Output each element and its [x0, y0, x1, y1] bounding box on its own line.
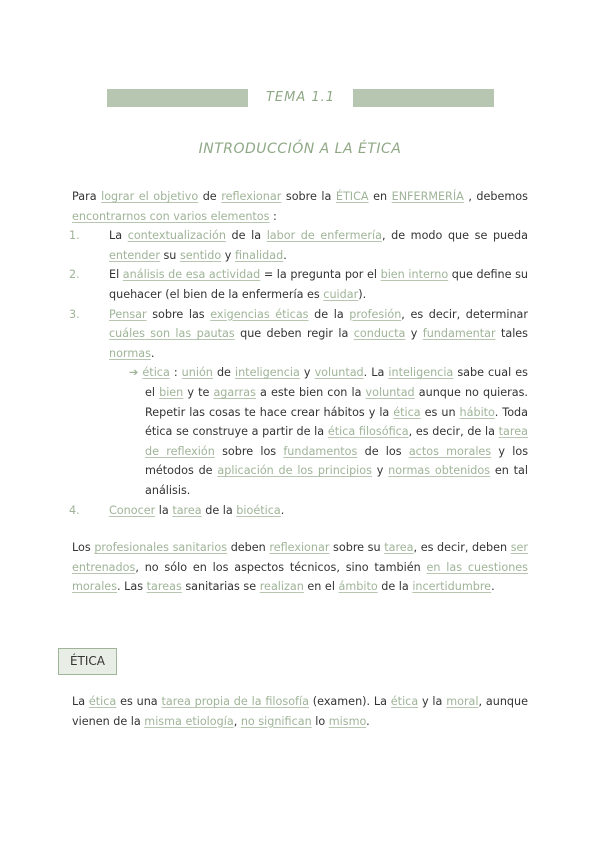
highlight: tarea propia de la filosofía [161, 695, 309, 708]
text: de la [201, 503, 237, 517]
highlight: agarras [213, 385, 256, 399]
highlight: ética [390, 695, 419, 708]
text: tales [495, 327, 529, 341]
text: sobre las [146, 307, 211, 321]
text: La [109, 229, 128, 243]
highlight: ética [88, 695, 117, 708]
text: en [368, 190, 392, 203]
highlight: profesionales sanitarios [94, 541, 228, 554]
highlight: no significan [240, 714, 312, 728]
text: : [169, 366, 182, 380]
highlight: labor de enfermería [266, 229, 382, 243]
arrow-right-icon: ➔ [129, 366, 139, 380]
highlight: fundamentos [283, 444, 358, 458]
topic-number: TEMA 1.1 [265, 90, 336, 105]
text: a este bien con la [255, 385, 366, 399]
text: y la [418, 695, 447, 708]
text: de la [225, 229, 267, 243]
highlight: lograr el objetivo [101, 190, 199, 203]
text: de la [308, 307, 350, 321]
text: , debemos [463, 190, 528, 203]
text: , es decir, determinar [401, 307, 529, 321]
text: y [405, 327, 423, 341]
list-item-3 [69, 305, 529, 364]
text: en el [303, 580, 339, 594]
text: lo [311, 714, 329, 728]
highlight: ENFERMERÍA [391, 190, 464, 203]
topic-header [107, 89, 494, 107]
highlight: cuáles son las pautas [109, 327, 235, 341]
text: y los métodos de [145, 444, 529, 478]
text: es un [420, 405, 460, 419]
text: La [72, 695, 89, 708]
text: y [371, 464, 389, 478]
highlight: tarea [384, 541, 414, 554]
list-number: 3. [69, 307, 80, 321]
header-bar-left [107, 89, 248, 107]
text: . Las [117, 580, 147, 594]
highlight: entender [109, 248, 160, 262]
text: que define su quehacer (el bien de la enfermería es [109, 268, 528, 301]
text: . [150, 346, 155, 360]
highlight: voluntad [314, 366, 364, 380]
text: sobre la [281, 190, 336, 203]
highlight: Conocer [109, 503, 156, 517]
highlight: misma etiología [144, 714, 234, 728]
highlight: bien interno [380, 268, 449, 282]
text: Los [72, 541, 95, 554]
highlight: inteligencia [388, 366, 454, 380]
highlight: contextualización [127, 229, 226, 243]
text: y [299, 366, 315, 380]
text: su [159, 248, 180, 262]
text: . Toda ética se construye a partir de la [145, 405, 528, 439]
text: , aunque vienen de la [72, 695, 528, 728]
highlight: ámbito [338, 580, 378, 594]
text: sabe cual es el [145, 366, 528, 399]
highlight: bioética [236, 503, 281, 517]
text: y te [183, 385, 214, 399]
text: . [491, 580, 495, 594]
text: , es decir, deben [413, 541, 511, 554]
highlight: aplicación de los principios [217, 464, 372, 478]
text: y [221, 248, 235, 262]
highlight: sentido [179, 248, 222, 262]
text: : [269, 209, 277, 223]
text: la [155, 503, 173, 517]
highlight: ética [393, 405, 421, 419]
text: sobre su [329, 541, 385, 554]
header-bar-right [353, 89, 494, 107]
highlight: tareas [146, 580, 182, 594]
section-heading-etica: ÉTICA [58, 648, 117, 675]
highlight: ÉTICA [335, 190, 369, 203]
text: sanitarias se [181, 580, 260, 594]
text: , es decir, de la [408, 425, 499, 439]
sub-item-etica [72, 363, 528, 500]
text: . La [363, 366, 389, 380]
text: de la [377, 580, 413, 594]
highlight: Pensar [109, 307, 147, 321]
text: ). [358, 287, 367, 301]
text: aunque no quieras. Repetir las cosas te hace crear hábitos y la [145, 385, 528, 419]
text: . [280, 503, 285, 517]
highlight: exigencias éticas [210, 307, 309, 321]
list-number: 4. [69, 503, 80, 517]
highlight: normas obtenidos [388, 464, 491, 478]
highlight: conducta [353, 327, 406, 341]
text: de los [357, 444, 409, 458]
highlight: encontrarnos con varios elementos [72, 209, 270, 223]
highlight: actos morales [408, 444, 492, 458]
highlight: normas [109, 346, 151, 360]
highlight: finalidad [234, 248, 284, 262]
text: (examen). La [308, 695, 391, 708]
list-item-2 [69, 265, 528, 304]
highlight: cuidar [323, 287, 359, 301]
highlight: ética filosófica [327, 425, 409, 439]
highlight: profesión [349, 307, 402, 321]
highlight: unión [181, 366, 213, 380]
page-title: INTRODUCCIÓN A LA ÉTICA [198, 141, 402, 157]
text: sobre los [214, 444, 284, 458]
text: , no sólo en los aspectos técnicos, sino también [135, 560, 427, 574]
list-item-4 [69, 501, 528, 521]
highlight: tarea de reflexión [145, 425, 528, 458]
text: de [212, 366, 235, 380]
highlight: análisis de esa actividad [122, 268, 261, 282]
text: deben [227, 541, 270, 554]
text: en tal análisis. [145, 464, 528, 497]
highlight: mismo [328, 714, 367, 728]
etica-definition-section [72, 692, 528, 731]
etica-definition-paragraph [72, 692, 528, 731]
text: Para [72, 190, 102, 203]
professionals-section [72, 538, 528, 597]
text: es una [116, 695, 162, 708]
highlight: voluntad [365, 385, 415, 399]
text: que deben regir la [234, 327, 354, 341]
intro-section [69, 187, 529, 520]
list-number: 2. [69, 268, 80, 282]
highlight: reflexionar [269, 541, 330, 554]
highlight: hábito [459, 405, 495, 419]
text: de [198, 190, 222, 203]
highlight: ser entrenados [72, 541, 528, 574]
list-number: 1. [69, 229, 80, 243]
highlight: fundamentar [422, 327, 496, 341]
highlight: inteligencia [234, 366, 300, 380]
list-item-1 [69, 226, 528, 265]
highlight: tarea [172, 503, 202, 517]
highlight: incertidumbre [412, 580, 492, 594]
professionals-paragraph [72, 538, 528, 597]
highlight: reflexionar [221, 190, 282, 203]
highlight: realizan [259, 580, 304, 594]
highlight: ética [142, 366, 170, 380]
intro-paragraph [72, 187, 528, 226]
text: , [233, 714, 241, 728]
text: = la pregunta por el [260, 268, 381, 282]
text: , de modo que se pueda [381, 229, 528, 243]
text: El [109, 268, 123, 282]
text: . [366, 714, 370, 728]
highlight: en las cuestiones morales [72, 560, 529, 594]
text: . [283, 248, 287, 262]
highlight: moral [446, 695, 479, 708]
highlight: bien [159, 385, 184, 399]
